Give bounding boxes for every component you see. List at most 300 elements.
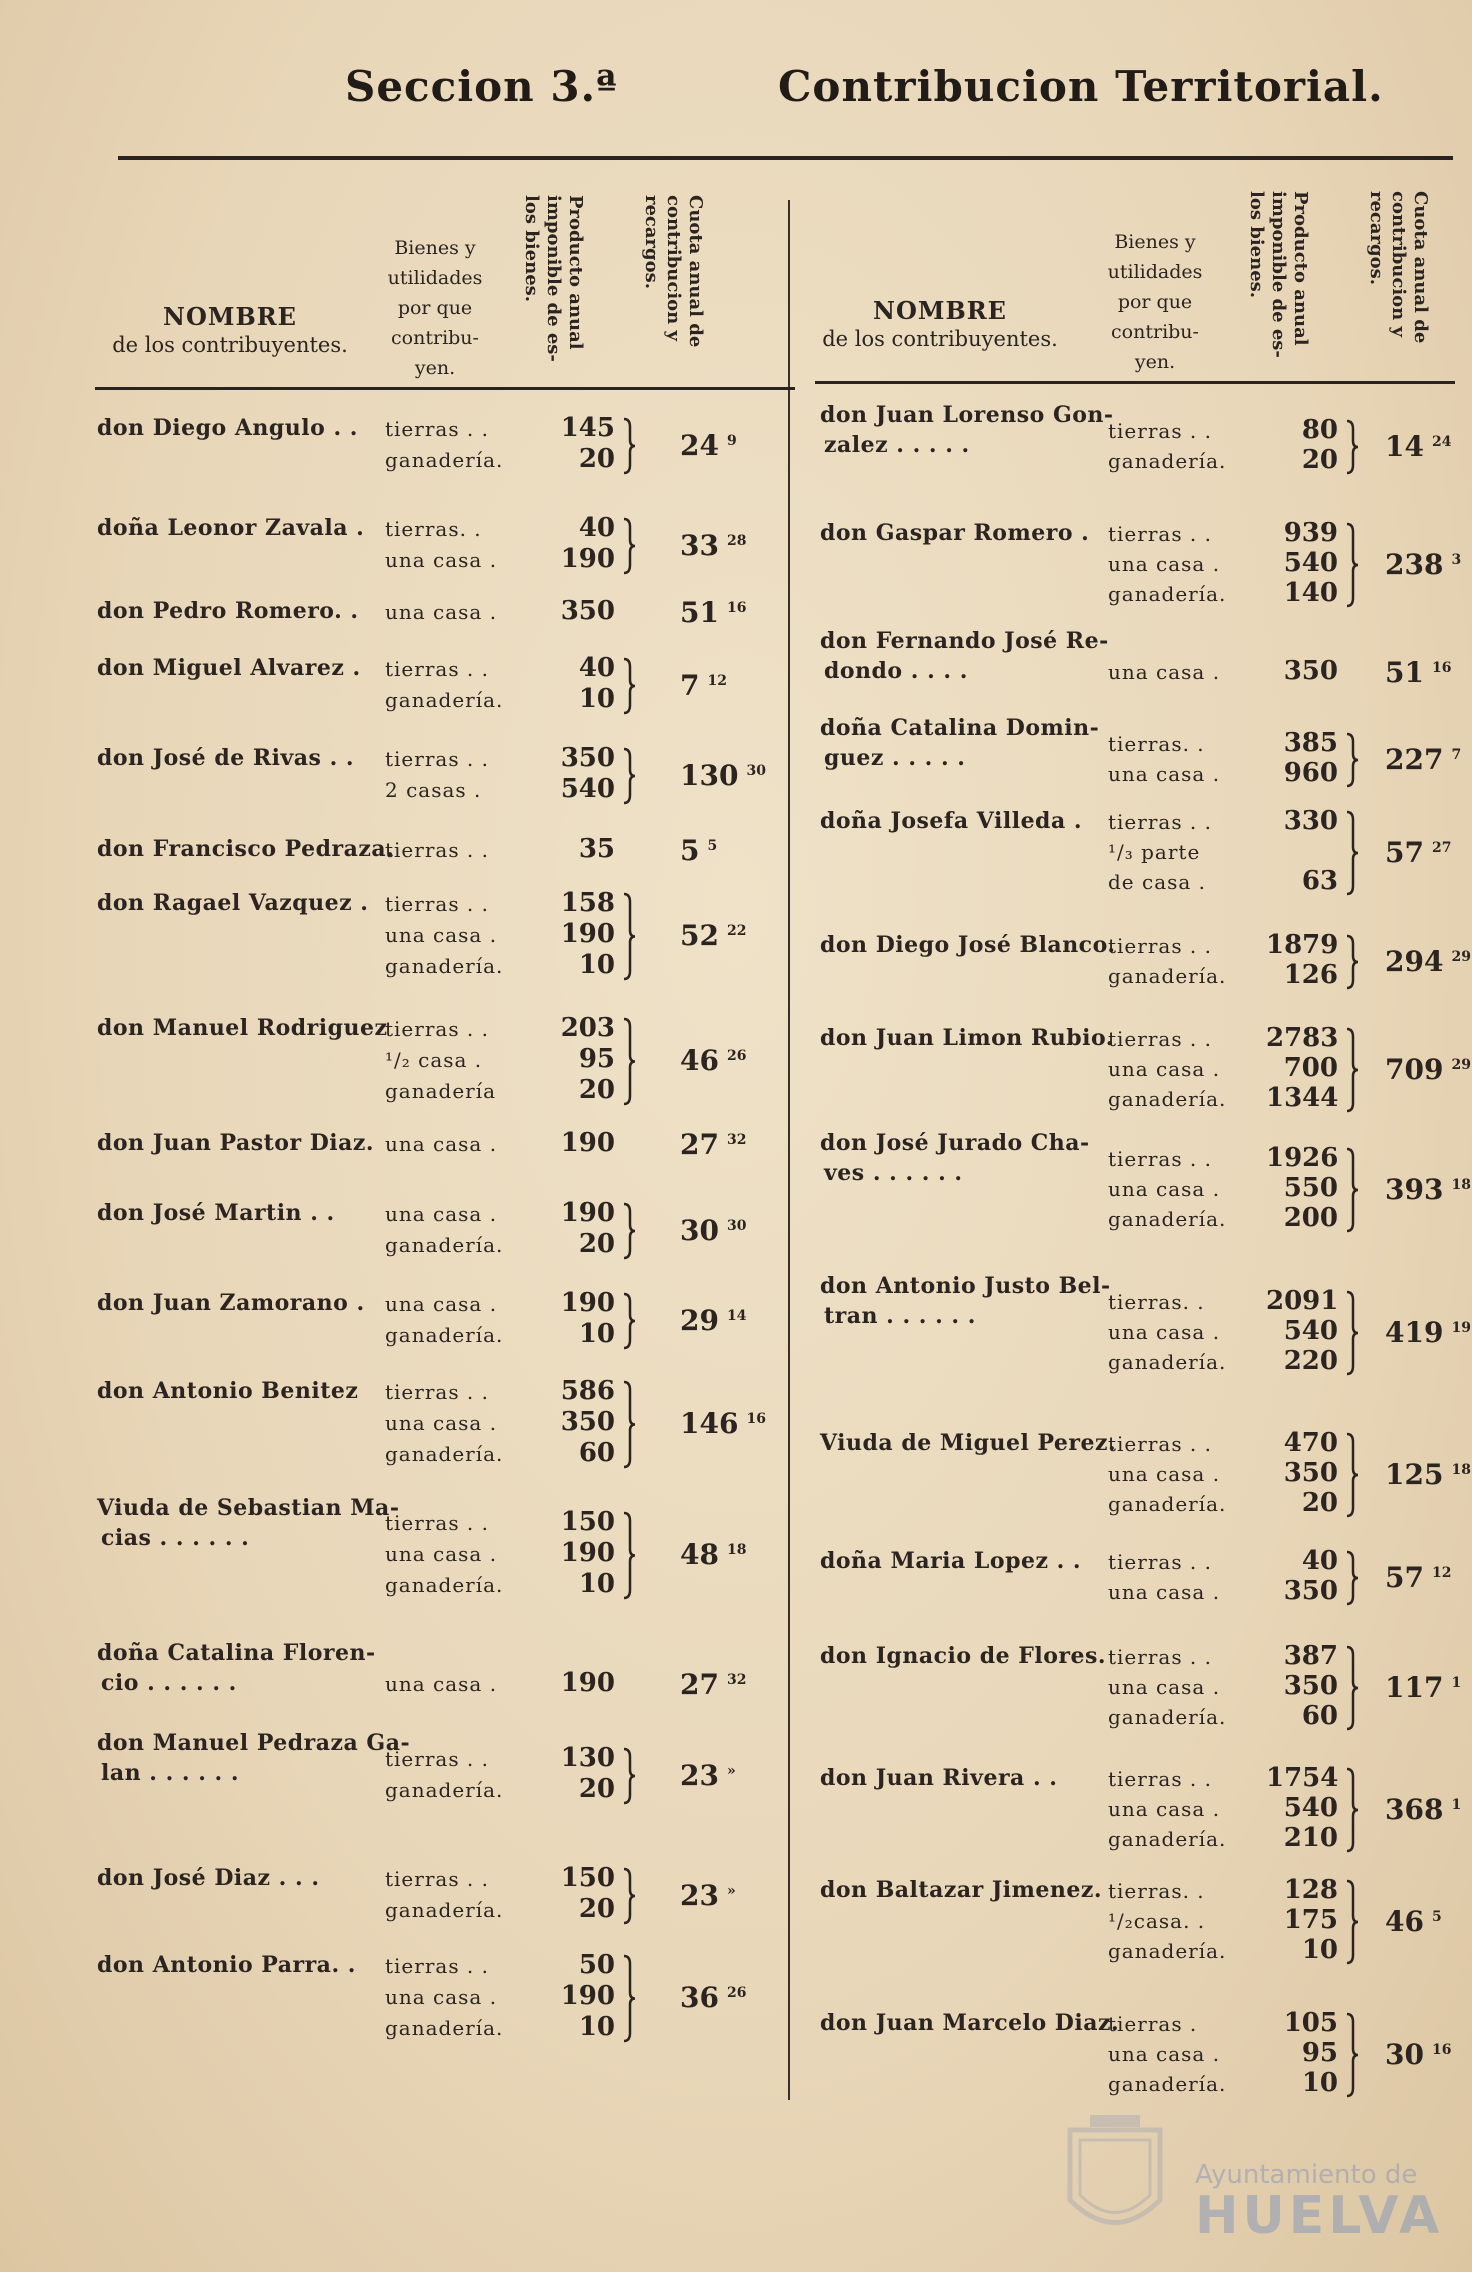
bienes-item: tierras . .	[1108, 1550, 1213, 1574]
producto-value: 540	[1283, 548, 1338, 578]
cuota-centimos: 16	[1431, 660, 1452, 676]
cuota-pesetas: 117	[1385, 1671, 1444, 1704]
bienes-item: tierras . .	[385, 892, 490, 916]
cuota-value	[680, 1407, 766, 1440]
producto-value: 350	[1283, 656, 1338, 686]
bienes-item: tierras . .	[1108, 419, 1213, 443]
contribuyente-name: don José Diaz . . .	[97, 1865, 320, 1891]
cuota-pesetas: 30	[1385, 2038, 1424, 2071]
producto-value: 10	[578, 1569, 615, 1599]
bienes-item: ganadería.	[1108, 964, 1227, 988]
seal-watermark-icon	[1060, 2110, 1170, 2250]
contribuyente-name: guez . . . . .	[824, 745, 966, 771]
cuota-pesetas: 57	[1385, 1561, 1424, 1594]
producto-value: 350	[1283, 1671, 1338, 1701]
bienes-item: tierras . .	[1108, 1767, 1213, 1791]
cuota-centimos: 26	[726, 1048, 747, 1064]
producto-value: 200	[1283, 1203, 1338, 1233]
contribuyente-name: don Manuel Rodriguez	[97, 1015, 388, 1041]
cuota-centimos: 29	[1451, 949, 1471, 965]
bienes-item: ganadería.	[385, 1442, 504, 1466]
brace-icon	[622, 1017, 636, 1106]
brace-icon	[1345, 1027, 1359, 1113]
producto-value: 350	[560, 1407, 615, 1437]
producto-value: 190	[560, 1288, 615, 1318]
producto-value: 175	[1283, 1905, 1338, 1935]
brace-icon	[1345, 1879, 1359, 1965]
cuota-value	[680, 1879, 736, 1912]
bienes-item: de casa .	[1108, 870, 1207, 894]
cuota-pesetas: 130	[680, 758, 739, 792]
producto-value: 10	[1301, 1935, 1338, 1965]
producto-value: 10	[1301, 2068, 1338, 2098]
cuota-centimos: 30	[746, 762, 766, 779]
cuota-pesetas: 36	[680, 1981, 719, 2014]
cuota-pesetas: 227	[1385, 743, 1444, 776]
bienes-item: tierras . .	[385, 1867, 490, 1891]
producto-value: 190	[560, 1128, 615, 1158]
contribuyente-name: don Ignacio de Flores.	[820, 1643, 1107, 1669]
cuota-value	[680, 669, 727, 702]
bienes-item: una casa .	[385, 1672, 498, 1696]
bienes-item: tierras . .	[1108, 1432, 1213, 1456]
left-column-headers	[95, 175, 795, 390]
bienes-item: tierras . .	[1108, 810, 1213, 834]
contribuyente-name: Viuda de Sebastian Ma-	[97, 1495, 400, 1521]
bienes-item: una casa .	[1108, 1177, 1221, 1201]
producto-value: 126	[1283, 960, 1338, 990]
contribuyente-name: doña Josefa Villeda .	[820, 808, 1083, 834]
producto-value: 330	[1283, 806, 1338, 836]
contribuyente-name: don José Martin . .	[97, 1200, 335, 1226]
producto-value: 50	[578, 1950, 615, 1980]
cuota-pesetas: 23	[680, 1878, 719, 1912]
brace-icon	[1345, 419, 1359, 475]
producto-value: 960	[1283, 758, 1338, 788]
bienes-item: tierras . .	[385, 1747, 490, 1771]
page-title: Contribucion Territorial.	[778, 62, 1384, 111]
cuota-centimos: 26	[726, 1985, 747, 2001]
producto-value: 470	[1283, 1428, 1338, 1458]
contribuyente-name: don Antonio Parra. .	[97, 1952, 356, 1978]
cuota-pesetas: 51	[1385, 656, 1424, 689]
bienes-item: ¹/₃ parte	[1108, 840, 1201, 864]
brace-icon	[1345, 1767, 1359, 1853]
cuota-centimos: 12	[1431, 1565, 1452, 1581]
cuota-centimos: 12	[707, 672, 727, 689]
cuota-header: Cuota anual de contribucion y recargos.	[641, 195, 706, 348]
producto-value: 190	[560, 1981, 615, 2011]
brace-icon	[1345, 1147, 1359, 1233]
bienes-item: ganadería.	[385, 2016, 504, 2040]
producto-value: 60	[1301, 1701, 1338, 1731]
producto-value: 540	[1283, 1316, 1338, 1346]
bienes-item: tierras . .	[385, 747, 490, 771]
bienes-item: tierras . .	[385, 657, 490, 681]
nombre-header: NOMBRE de los contribuyentes.	[112, 302, 348, 357]
cuota-pesetas: 393	[1385, 1173, 1444, 1206]
cuota-centimos: 18	[1451, 1462, 1471, 1478]
contribuyente-name: don José de Rivas . .	[97, 745, 355, 771]
cuota-centimos: 29	[1451, 1057, 1471, 1073]
producto-value: 190	[560, 544, 615, 574]
contribuyente-name: don Diego José Blanco.	[820, 932, 1116, 958]
producto-value: 128	[1283, 1875, 1338, 1905]
cuota-centimos: 16	[1431, 2042, 1452, 2058]
cuota-value	[1385, 1053, 1471, 1086]
cuota-value	[680, 429, 737, 462]
bienes-item: una casa .	[1108, 1675, 1221, 1699]
cuota-pesetas: 52	[680, 919, 719, 952]
bienes-item: ganadería.	[385, 1323, 504, 1347]
cuota-value	[1385, 1671, 1461, 1704]
bienes-item: ganadería.	[1108, 1492, 1227, 1516]
bienes-item: ¹/₂casa. .	[1108, 1909, 1206, 1933]
bienes-item: tierras . .	[385, 1511, 490, 1535]
bienes-item: una casa .	[1108, 552, 1221, 576]
bienes-item: una casa .	[385, 548, 498, 572]
section-heading: Seccion 3.ª	[345, 62, 618, 111]
cuota-value	[680, 759, 766, 792]
brace-icon	[622, 1380, 636, 1469]
cuota-pesetas: 368	[1385, 1793, 1444, 1826]
producto-value: 586	[560, 1376, 615, 1406]
cuota-pesetas: 30	[680, 1213, 719, 1247]
brace-icon	[1345, 934, 1359, 990]
cuota-pesetas: 14	[1385, 430, 1424, 463]
brace-icon	[622, 1202, 636, 1260]
cuota-pesetas: 419	[1385, 1316, 1444, 1349]
contribuyente-name: don Diego Angulo . .	[97, 415, 358, 441]
bienes-item: tierras . .	[1108, 1645, 1213, 1669]
cuota-pesetas: 29	[680, 1303, 719, 1337]
bienes-item: ganadería.	[385, 448, 504, 472]
cuota-pesetas: 5	[680, 834, 700, 867]
producto-value: 2783	[1266, 1023, 1339, 1053]
producto-value: 540	[560, 774, 615, 804]
bienes-item: tierras . .	[385, 1380, 490, 1404]
bienes-item: una casa .	[1108, 1462, 1221, 1486]
producto-value: 350	[560, 743, 615, 773]
bienes-item: ganadería.	[1108, 1087, 1227, 1111]
archive-watermark: Ayuntamiento de HUELVA	[1195, 2160, 1444, 2246]
bienes-item: una casa .	[385, 1292, 498, 1316]
brace-icon	[622, 517, 636, 575]
cuota-pesetas: 238	[1385, 548, 1444, 581]
contribuyente-name: don Manuel Pedraza Ga-	[97, 1730, 411, 1756]
contribuyente-name: don Fernando José Re-	[820, 628, 1109, 654]
producto-value: 20	[578, 1894, 615, 1924]
contribuyente-name: doña Maria Lopez . .	[820, 1548, 1082, 1574]
bienes-item: ganadería.	[1108, 1350, 1227, 1374]
cuota-pesetas: 57	[1385, 836, 1424, 869]
bienes-item: una casa .	[1108, 1580, 1221, 1604]
brace-icon	[622, 1867, 636, 1925]
contribuyente-name: doña Catalina Floren-	[97, 1640, 376, 1666]
cuota-value	[1385, 1905, 1442, 1938]
cuota-centimos: 1	[1451, 1797, 1462, 1813]
cuota-centimos: »	[726, 1882, 736, 1899]
cuota-centimos: 22	[726, 923, 747, 939]
cuota-centimos: 14	[726, 1307, 747, 1324]
producto-value: 350	[1283, 1458, 1338, 1488]
cuota-centimos: 18	[1451, 1177, 1471, 1193]
bienes-item: tierras .	[1108, 2012, 1198, 2036]
producto-value: 20	[578, 1774, 615, 1804]
producto-value: 130	[560, 1743, 615, 1773]
contribuyente-name: cias . . . . . .	[101, 1525, 250, 1551]
brace-icon	[1345, 810, 1359, 896]
producto-value: 140	[1283, 578, 1338, 608]
producto-value: 210	[1283, 1823, 1338, 1853]
bienes-item: ganadería	[385, 1079, 497, 1103]
producto-value: 95	[578, 1044, 615, 1074]
producto-value: 20	[578, 1075, 615, 1105]
cuota-centimos: 19	[1451, 1320, 1471, 1336]
producto-value: 20	[1301, 445, 1338, 475]
cuota-value	[680, 1759, 736, 1792]
cuota-header-right: Cuota anual de contribucion y recargos.	[1366, 191, 1431, 344]
contribuyente-name: don Baltazar Jimenez.	[820, 1877, 1103, 1903]
bienes-item: tierras . .	[1108, 1027, 1213, 1051]
column-divider	[788, 200, 790, 2100]
cuota-pesetas: 24	[680, 428, 719, 462]
cuota-pesetas: 709	[1385, 1053, 1444, 1086]
cuota-value	[680, 1214, 746, 1247]
producto-value: 190	[560, 919, 615, 949]
producto-value: 203	[560, 1013, 615, 1043]
cuota-pesetas: 7	[680, 668, 700, 702]
cuota-pesetas: 51	[680, 596, 719, 629]
bienes-item: ganadería.	[1108, 1939, 1227, 1963]
cuota-centimos: 24	[1431, 434, 1452, 450]
cuota-centimos: »	[726, 1762, 736, 1779]
brace-icon	[622, 1511, 636, 1600]
contribuyente-name: don Miguel Alvarez .	[97, 655, 361, 681]
brace-icon	[1345, 522, 1359, 608]
contribuyente-name: don Antonio Justo Bel-	[820, 1273, 1111, 1299]
producto-value: 20	[578, 444, 615, 474]
bienes-item: tierras . .	[1108, 934, 1213, 958]
producto-value: 35	[578, 834, 615, 864]
contribuyente-name: don Juan Limon Rubio.	[820, 1025, 1114, 1051]
contribuyente-name: doña Catalina Domin-	[820, 715, 1100, 741]
cuota-centimos: 3	[1451, 552, 1462, 568]
contribuyente-name: don Juan Rivera . .	[820, 1765, 1058, 1791]
bienes-item: ganadería.	[385, 954, 504, 978]
bienes-item: tierras . .	[385, 1954, 490, 1978]
brace-icon	[622, 1747, 636, 1805]
contribuyente-name: don Gaspar Romero .	[820, 520, 1090, 546]
cuota-pesetas: 125	[1385, 1458, 1444, 1491]
producto-value: 1879	[1266, 930, 1339, 960]
producto-value: 1754	[1266, 1763, 1339, 1793]
producto-value: 40	[1301, 1546, 1338, 1576]
cuota-value	[1385, 836, 1451, 869]
cuota-centimos: 32	[726, 1132, 747, 1148]
producto-value: 550	[1283, 1173, 1338, 1203]
producto-header-right: Producto anual imponible de es- los bienes.	[1246, 191, 1311, 358]
bienes-item: ganadería.	[1108, 1705, 1227, 1729]
producto-value: 10	[578, 684, 615, 714]
producto-value: 20	[1301, 1488, 1338, 1518]
cuota-centimos: 30	[726, 1217, 747, 1234]
brace-icon	[1345, 1432, 1359, 1518]
producto-value: 540	[1283, 1793, 1338, 1823]
cuota-value	[1385, 743, 1461, 776]
cuota-centimos: 1	[1451, 1675, 1462, 1691]
left-table	[95, 175, 795, 390]
cuota-value	[1385, 548, 1461, 581]
cuota-value	[680, 919, 746, 952]
contribuyente-name: don Ragael Vazquez .	[97, 890, 369, 916]
cuota-value	[680, 1538, 746, 1571]
header-rule	[118, 156, 1453, 160]
producto-value: 150	[560, 1507, 615, 1537]
cuota-value	[1385, 2038, 1451, 2071]
bienes-item: una casa .	[1108, 1320, 1221, 1344]
cuota-pesetas: 33	[680, 528, 719, 562]
producto-value: 40	[578, 653, 615, 683]
bienes-item: una casa .	[385, 1202, 498, 1226]
bienes-item: ganadería.	[385, 1778, 504, 1802]
bienes-item: una casa .	[385, 923, 498, 947]
producto-value: 145	[560, 413, 615, 443]
producto-value: 190	[560, 1198, 615, 1228]
cuota-value	[1385, 945, 1471, 978]
bienes-item: tierras. .	[1108, 732, 1205, 756]
bienes-item: tierras. .	[1108, 1879, 1205, 1903]
cuota-value	[1385, 1316, 1471, 1349]
producto-value: 2091	[1266, 1286, 1339, 1316]
brace-icon	[622, 747, 636, 805]
contribuyente-name: don Juan Lorenso Gon-	[820, 402, 1114, 428]
cuota-centimos: 16	[726, 600, 747, 616]
bienes-item: ganadería.	[1108, 2072, 1227, 2096]
producto-value: 10	[578, 1319, 615, 1349]
bienes-item: 2 casas .	[385, 778, 482, 802]
cuota-pesetas: 27	[680, 1668, 719, 1701]
bienes-item: ganadería.	[385, 1233, 504, 1257]
bienes-header: Bienes y utilidades por que contribu- yen.	[387, 237, 483, 379]
contribuyente-name: don Juan Pastor Diaz.	[97, 1130, 375, 1156]
cuota-value	[1385, 430, 1451, 463]
nombre-header-right: NOMBRE de los contribuyentes.	[822, 296, 1058, 351]
brace-icon	[622, 1954, 636, 2043]
bienes-item: una casa .	[1108, 762, 1221, 786]
producto-value: 40	[578, 513, 615, 543]
producto-value: 10	[578, 950, 615, 980]
producto-value: 700	[1283, 1053, 1338, 1083]
bienes-item: tierras . .	[385, 838, 490, 862]
bienes-item: una casa .	[385, 1411, 498, 1435]
cuota-centimos: 16	[746, 1411, 766, 1427]
cuota-pesetas: 48	[680, 1538, 719, 1571]
cuota-value	[680, 1981, 746, 2014]
bienes-item: una casa .	[385, 1132, 498, 1156]
bienes-header-right: Bienes y utilidades por que contribu- yen.	[1107, 231, 1203, 373]
cuota-value	[1385, 1793, 1461, 1826]
bienes-item: ganadería.	[1108, 582, 1227, 606]
cuota-centimos: 28	[726, 532, 747, 549]
bienes-item: tierras . .	[385, 417, 490, 441]
cuota-value	[680, 834, 717, 867]
cuota-centimos: 9	[726, 432, 737, 449]
producto-value: 158	[560, 888, 615, 918]
bienes-item: una casa .	[385, 1985, 498, 2009]
cuota-centimos: 5	[707, 838, 718, 854]
bienes-item: una casa .	[1108, 2042, 1221, 2066]
producto-value: 190	[560, 1538, 615, 1568]
cuota-value	[680, 1044, 746, 1077]
cuota-value	[1385, 1561, 1451, 1594]
bienes-item: ganadería.	[1108, 449, 1227, 473]
bienes-item: ganadería.	[1108, 1827, 1227, 1851]
cuota-pesetas: 46	[1385, 1905, 1424, 1938]
brace-icon	[622, 657, 636, 715]
bienes-item: ganadería.	[1108, 1207, 1227, 1231]
contribuyente-name: don Antonio Benitez	[97, 1378, 359, 1404]
bienes-item: una casa .	[385, 1542, 498, 1566]
brace-icon	[622, 1292, 636, 1350]
brace-icon	[622, 417, 636, 475]
cuota-pesetas: 46	[680, 1044, 719, 1077]
contribuyente-name: don José Jurado Cha-	[820, 1130, 1090, 1156]
contribuyente-name: don Pedro Romero. .	[97, 598, 359, 624]
brace-icon	[1345, 1290, 1359, 1376]
bienes-item: tierras . .	[1108, 1147, 1213, 1171]
bienes-item: tierras. .	[1108, 1290, 1205, 1314]
cuota-value	[680, 529, 746, 562]
bienes-item: una casa .	[1108, 1797, 1221, 1821]
cuota-value	[680, 1668, 746, 1701]
producto-value: 220	[1283, 1346, 1338, 1376]
contribuyente-name: ves . . . . . .	[824, 1160, 963, 1186]
producto-value: 63	[1301, 866, 1338, 896]
cuota-centimos: 7	[1451, 747, 1462, 763]
cuota-value	[680, 1128, 746, 1161]
producto-value: 105	[1283, 2008, 1338, 2038]
producto-value: 350	[1283, 1576, 1338, 1606]
right-table	[815, 175, 1455, 384]
contribuyente-name: lan . . . . . .	[101, 1760, 240, 1786]
bienes-item: una casa .	[385, 600, 498, 624]
contribuyente-name: zalez . . . . .	[824, 432, 970, 458]
bienes-item: ganadería.	[385, 1898, 504, 1922]
right-column-headers	[815, 181, 1455, 384]
bienes-item: una casa .	[1108, 660, 1221, 684]
bienes-item: tierras . .	[1108, 522, 1213, 546]
bienes-item: tierras. .	[385, 517, 482, 541]
cuota-centimos: 27	[1431, 840, 1452, 856]
contribuyente-name: tran . . . . . .	[824, 1303, 976, 1329]
producto-value: 10	[578, 2012, 615, 2042]
cuota-centimos: 5	[1431, 1909, 1442, 1925]
producto-value: 350	[560, 596, 615, 626]
producto-value: 190	[560, 1668, 615, 1698]
producto-value: 1344	[1266, 1083, 1339, 1113]
producto-value: 95	[1301, 2038, 1338, 2068]
producto-value: 1926	[1266, 1143, 1339, 1173]
producto-value: 150	[560, 1863, 615, 1893]
bienes-item: tierras . .	[385, 1017, 490, 1041]
contribuyente-name: cio . . . . . .	[101, 1670, 237, 1696]
brace-icon	[1345, 1645, 1359, 1731]
contribuyente-name: don Francisco Pedraza.	[97, 836, 395, 862]
contribuyente-name: Viuda de Miguel Perez.	[820, 1430, 1117, 1456]
brace-icon	[1345, 732, 1359, 788]
cuota-pesetas: 146	[680, 1407, 739, 1440]
